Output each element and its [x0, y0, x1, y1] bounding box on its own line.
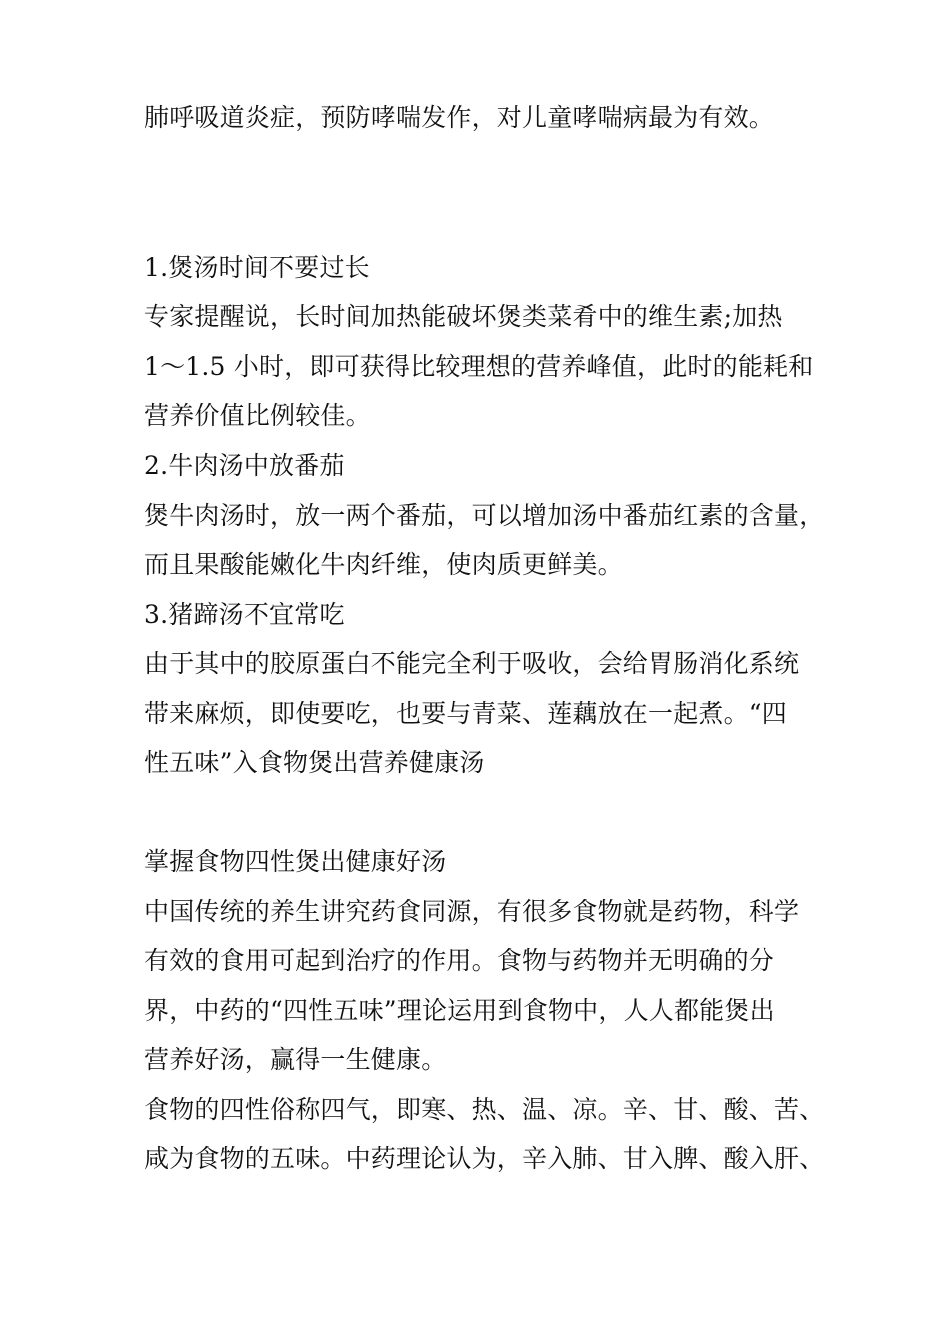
- text-line: 界，中药的“四性五味”理论运用到食物中，人人都能煲出: [144, 996, 775, 1025]
- section-heading: 掌握食物四性煲出健康好汤: [144, 847, 447, 876]
- text-line: 咸为食物的五味。中药理论认为，辛入肺、甘入脾、酸入肝、: [144, 1144, 825, 1173]
- text-line: 有效的食用可起到治疗的作用。食物与药物并无明确的分: [144, 946, 775, 975]
- text-line: 营养价值比例较佳。: [144, 401, 371, 430]
- text-line: 由于其中的胶原蛋白不能完全利于吸收，会给胃肠消化系统: [144, 649, 800, 678]
- text-line: 食物的四性俗称四气，即寒、热、温、凉。辛、甘、酸、苦、: [144, 1095, 825, 1124]
- text-line: 煲牛肉汤时，放一两个番茄，可以增加汤中番茄红素的含量，: [144, 501, 825, 530]
- text-line: 专家提醒说，长时间加热能破坏煲类菜肴中的维生素;加热: [144, 302, 783, 331]
- text-line: 而且果酸能嫩化牛肉纤维，使肉质更鲜美。: [144, 550, 623, 579]
- text-line: 带来麻烦，即使要吃，也要与青菜、莲藕放在一起煮。“四: [144, 699, 787, 728]
- text-line: 1～1.5 小时，即可获得比较理想的营养峰值，此时的能耗和: [144, 352, 814, 381]
- section-heading: 3.猪蹄汤不宜常吃: [144, 600, 345, 629]
- text-line: 性五味”入食物煲出营养健康汤: [144, 748, 485, 777]
- text-line: 营养好汤，赢得一生健康。: [144, 1045, 447, 1074]
- section-heading: 2.牛肉汤中放番茄: [144, 451, 345, 480]
- text-line: 中国传统的养生讲究药食同源，有很多食物就是药物，科学: [144, 897, 800, 926]
- section-heading: 1.煲汤时间不要过长: [144, 253, 370, 282]
- text-line: 肺呼吸道炎症，预防哮喘发作，对儿童哮喘病最为有效。: [144, 103, 775, 132]
